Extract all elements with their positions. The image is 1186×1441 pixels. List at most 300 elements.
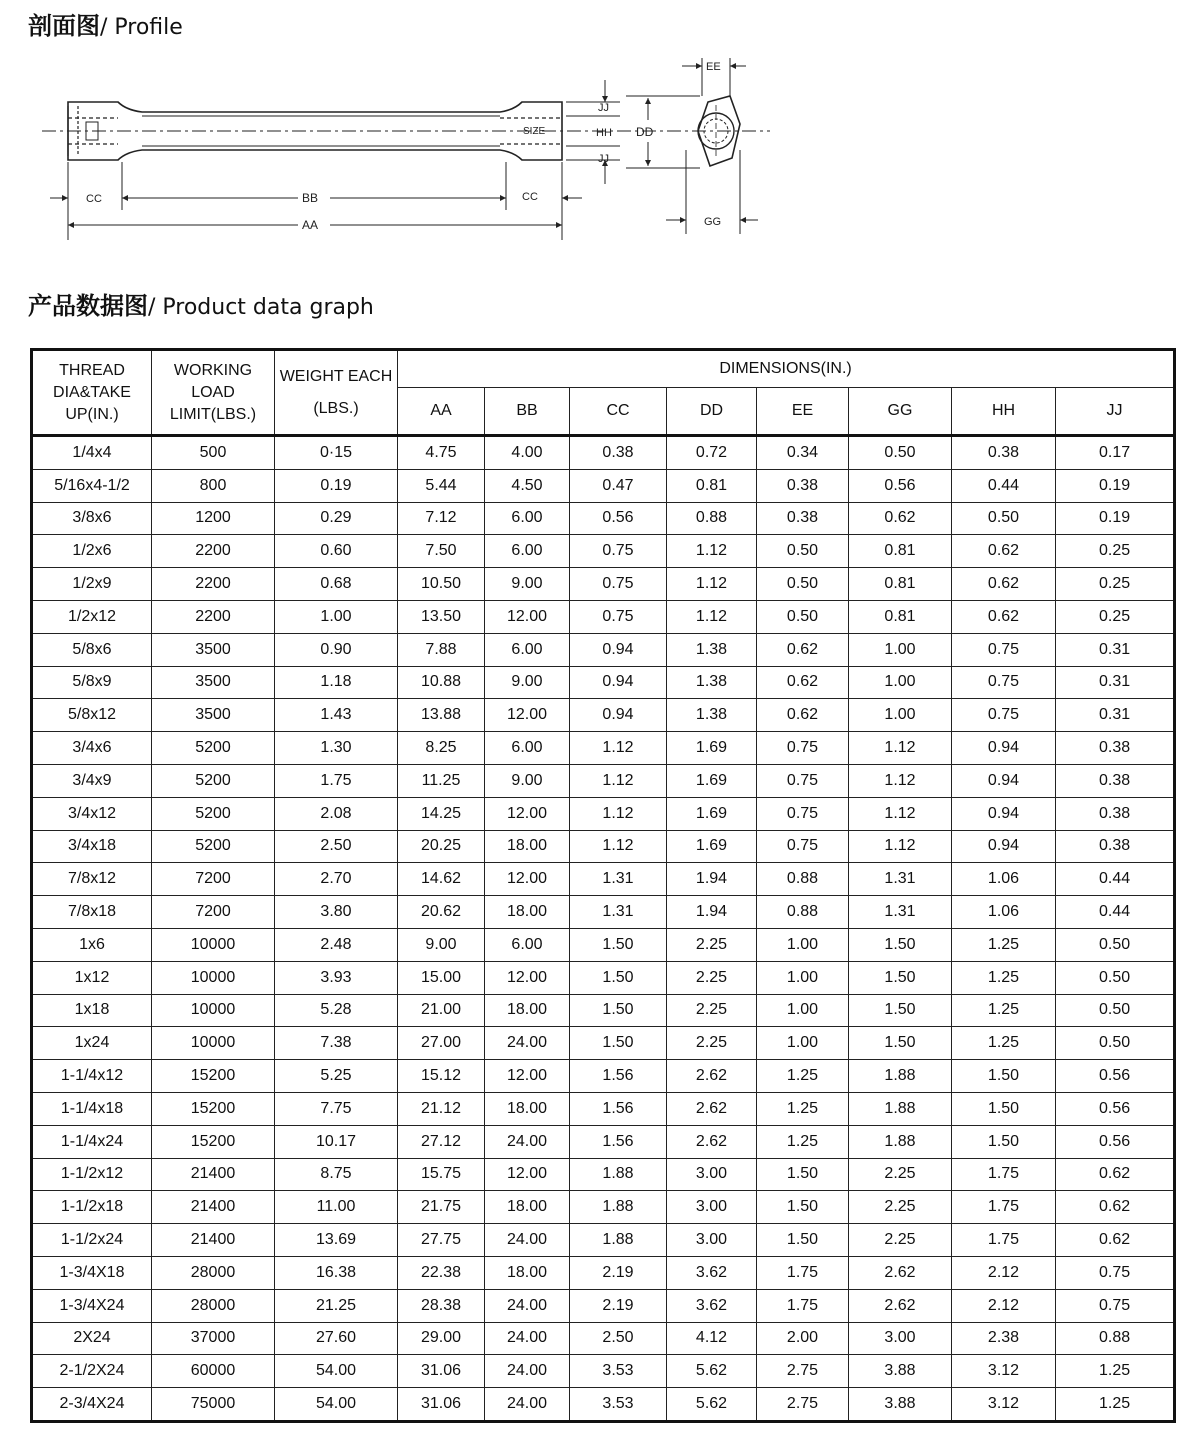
cell-jj: 0.31 (1056, 666, 1175, 699)
cell-jj: 0.38 (1056, 764, 1175, 797)
cell-gg: 2.62 (849, 1256, 952, 1289)
cell-load: 37000 (152, 1322, 275, 1355)
cell-aa: 15.75 (398, 1158, 485, 1191)
cell-bb: 24.00 (485, 1322, 570, 1355)
cell-jj: 0.25 (1056, 568, 1175, 601)
cell-gg: 0.56 (849, 469, 952, 502)
cell-aa: 15.00 (398, 961, 485, 994)
cell-ee: 1.25 (757, 1125, 849, 1158)
cell-aa: 10.88 (398, 666, 485, 699)
cell-ee: 1.25 (757, 1092, 849, 1125)
cell-jj: 0.31 (1056, 633, 1175, 666)
cell-load: 75000 (152, 1388, 275, 1422)
cell-ee: 0.88 (757, 863, 849, 896)
table-row (32, 469, 1175, 502)
cell-aa: 27.75 (398, 1224, 485, 1257)
cell-bb: 24.00 (485, 1125, 570, 1158)
cell-cc: 0.56 (570, 502, 667, 535)
cell-load: 5200 (152, 830, 275, 863)
cell-weight: 7.75 (275, 1092, 398, 1125)
cell-hh: 3.12 (952, 1388, 1056, 1422)
cell-jj: 0.38 (1056, 732, 1175, 765)
cell-aa: 15.12 (398, 1060, 485, 1093)
cell-gg: 1.00 (849, 699, 952, 732)
cell-hh: 0.94 (952, 764, 1056, 797)
cell-cc: 2.19 (570, 1289, 667, 1322)
cell-aa: 31.06 (398, 1388, 485, 1422)
cell-hh: 0.62 (952, 600, 1056, 633)
cell-hh: 2.38 (952, 1322, 1056, 1355)
cell-gg: 1.00 (849, 666, 952, 699)
header-thread-line1: THREAD (59, 361, 125, 379)
cell-aa: 10.50 (398, 568, 485, 601)
header-weight (275, 350, 398, 436)
cell-weight: 5.28 (275, 994, 398, 1027)
cell-weight: 5.25 (275, 1060, 398, 1093)
cell-gg: 2.25 (849, 1191, 952, 1224)
cell-cc: 0.47 (570, 469, 667, 502)
cell-gg: 0.50 (849, 436, 952, 470)
cell-ee: 0.88 (757, 896, 849, 929)
cell-ee: 2.75 (757, 1388, 849, 1422)
cell-bb: 18.00 (485, 830, 570, 863)
cell-hh: 0.94 (952, 830, 1056, 863)
cell-cc: 0.94 (570, 699, 667, 732)
cell-hh: 1.75 (952, 1158, 1056, 1191)
cell-gg: 1.12 (849, 797, 952, 830)
cell-gg: 1.12 (849, 830, 952, 863)
cell-dd: 1.12 (667, 568, 757, 601)
cell-gg: 0.81 (849, 535, 952, 568)
cell-ee: 0.38 (757, 469, 849, 502)
cell-bb: 24.00 (485, 1027, 570, 1060)
cell-hh: 0.94 (952, 797, 1056, 830)
cell-cc: 1.56 (570, 1125, 667, 1158)
cell-aa: 14.62 (398, 863, 485, 896)
cell-bb: 4.00 (485, 436, 570, 470)
cell-cc: 1.12 (570, 797, 667, 830)
header-load-line3: LIMIT(LBS.) (169, 405, 257, 423)
cell-aa: 27.12 (398, 1125, 485, 1158)
cell-jj: 0.62 (1056, 1158, 1175, 1191)
table-row (32, 830, 1175, 863)
cell-dd: 1.69 (667, 797, 757, 830)
table-row (32, 1060, 1175, 1093)
cell-jj: 0.62 (1056, 1224, 1175, 1257)
cell-weight: 0.29 (275, 502, 398, 535)
table-row (32, 436, 1175, 470)
header-gg: GG (849, 388, 952, 436)
cell-bb: 18.00 (485, 896, 570, 929)
cell-weight: 0.90 (275, 633, 398, 666)
cell-load: 15200 (152, 1060, 275, 1093)
cell-jj: 0.19 (1056, 502, 1175, 535)
cell-aa: 7.50 (398, 535, 485, 568)
cell-aa: 9.00 (398, 928, 485, 961)
cell-bb: 6.00 (485, 633, 570, 666)
cell-gg: 1.50 (849, 961, 952, 994)
cell-jj: 1.25 (1056, 1388, 1175, 1422)
cell-weight: 0.68 (275, 568, 398, 601)
aa-label: AA (302, 218, 319, 232)
table-row (32, 535, 1175, 568)
cell-dd: 1.38 (667, 699, 757, 732)
cell-bb: 12.00 (485, 863, 570, 896)
cell-hh: 1.50 (952, 1092, 1056, 1125)
cell-dd: 2.25 (667, 928, 757, 961)
cell-dd: 2.62 (667, 1060, 757, 1093)
profile-heading (28, 6, 183, 41)
cell-gg: 1.50 (849, 994, 952, 1027)
cell-weight: 13.69 (275, 1224, 398, 1257)
cell-dd: 1.69 (667, 830, 757, 863)
cell-ee: 0.75 (757, 732, 849, 765)
cell-bb: 9.00 (485, 568, 570, 601)
cell-aa: 21.00 (398, 994, 485, 1027)
cell-load: 2200 (152, 600, 275, 633)
cell-jj: 0.25 (1056, 535, 1175, 568)
profile-heading-en: / Profile (100, 15, 183, 40)
cell-weight: 54.00 (275, 1355, 398, 1388)
cell-weight: 2.50 (275, 830, 398, 863)
cell-aa: 20.62 (398, 896, 485, 929)
cell-cc: 1.50 (570, 928, 667, 961)
cell-dd: 1.12 (667, 600, 757, 633)
cell-jj: 0.25 (1056, 600, 1175, 633)
data-heading (28, 286, 374, 321)
header-thread-line3: UP(IN.) (65, 405, 119, 423)
cell-weight: 1.00 (275, 600, 398, 633)
cell-thread: 5/16x4-1/2 (32, 469, 152, 502)
cell-aa: 5.44 (398, 469, 485, 502)
cell-cc: 0.75 (570, 600, 667, 633)
cell-load: 21400 (152, 1158, 275, 1191)
cell-dd: 2.25 (667, 994, 757, 1027)
cell-dd: 1.69 (667, 732, 757, 765)
table-row (32, 863, 1175, 896)
size-label: SIZE (523, 126, 546, 137)
cell-load: 15200 (152, 1092, 275, 1125)
cell-dd: 1.94 (667, 896, 757, 929)
cell-thread: 7/8x18 (32, 896, 152, 929)
cell-weight: 27.60 (275, 1322, 398, 1355)
cell-aa: 11.25 (398, 764, 485, 797)
cell-jj: 0.56 (1056, 1125, 1175, 1158)
cell-gg: 1.12 (849, 732, 952, 765)
cell-weight: 3.80 (275, 896, 398, 929)
cc-right-label: CC (522, 191, 538, 203)
cell-weight: 54.00 (275, 1388, 398, 1422)
cell-dd: 5.62 (667, 1388, 757, 1422)
header-weight-line1: WEIGHT EACH (279, 367, 393, 385)
cell-thread: 1-1/4x18 (32, 1092, 152, 1125)
cell-thread: 3/8x6 (32, 502, 152, 535)
cell-weight: 16.38 (275, 1256, 398, 1289)
cell-dd: 1.38 (667, 666, 757, 699)
cell-hh: 0.44 (952, 469, 1056, 502)
cell-dd: 1.12 (667, 535, 757, 568)
cell-thread: 1-1/4x12 (32, 1060, 152, 1093)
cell-bb: 6.00 (485, 732, 570, 765)
cell-hh: 1.06 (952, 896, 1056, 929)
cell-load: 10000 (152, 961, 275, 994)
cell-aa: 27.00 (398, 1027, 485, 1060)
cell-thread: 1-1/4x24 (32, 1125, 152, 1158)
cell-dd: 4.12 (667, 1322, 757, 1355)
cell-bb: 6.00 (485, 502, 570, 535)
cell-aa: 20.25 (398, 830, 485, 863)
cell-ee: 1.00 (757, 928, 849, 961)
table-row (32, 1191, 1175, 1224)
cell-hh: 1.25 (952, 928, 1056, 961)
cell-hh: 0.50 (952, 502, 1056, 535)
cell-ee: 0.75 (757, 797, 849, 830)
cell-bb: 18.00 (485, 994, 570, 1027)
cell-ee: 0.62 (757, 666, 849, 699)
cell-weight: 3.93 (275, 961, 398, 994)
cell-cc: 1.88 (570, 1191, 667, 1224)
table-row (32, 797, 1175, 830)
cell-thread: 3/4x18 (32, 830, 152, 863)
cell-ee: 0.38 (757, 502, 849, 535)
table-row (32, 928, 1175, 961)
cell-load: 21400 (152, 1224, 275, 1257)
header-ee: EE (757, 388, 849, 436)
bb-label: BB (302, 191, 319, 205)
table-row (32, 1256, 1175, 1289)
cell-ee: 1.50 (757, 1224, 849, 1257)
table-row (32, 1355, 1175, 1388)
cell-aa: 29.00 (398, 1322, 485, 1355)
header-aa: AA (398, 388, 485, 436)
table-row (32, 600, 1175, 633)
product-data-table (30, 348, 1176, 1423)
cell-bb: 12.00 (485, 1060, 570, 1093)
cell-gg: 3.88 (849, 1355, 952, 1388)
cell-weight: 8.75 (275, 1158, 398, 1191)
cell-bb: 12.00 (485, 797, 570, 830)
cell-gg: 1.31 (849, 896, 952, 929)
cell-ee: 1.00 (757, 1027, 849, 1060)
cell-load: 10000 (152, 928, 275, 961)
cell-weight: 10.17 (275, 1125, 398, 1158)
cell-bb: 24.00 (485, 1224, 570, 1257)
jj-top-label: JJ (598, 102, 609, 114)
cell-cc: 0.75 (570, 568, 667, 601)
cell-gg: 0.81 (849, 600, 952, 633)
cell-dd: 3.62 (667, 1289, 757, 1322)
cell-ee: 1.25 (757, 1060, 849, 1093)
cell-gg: 1.88 (849, 1060, 952, 1093)
cell-aa: 8.25 (398, 732, 485, 765)
cell-cc: 1.88 (570, 1224, 667, 1257)
cell-load: 21400 (152, 1191, 275, 1224)
cell-hh: 1.75 (952, 1224, 1056, 1257)
cell-cc: 0.75 (570, 535, 667, 568)
header-dimensions: DIMENSIONS(IN.) (398, 350, 1175, 388)
cell-ee: 0.62 (757, 699, 849, 732)
cell-thread: 1x18 (32, 994, 152, 1027)
cell-gg: 0.62 (849, 502, 952, 535)
table-row (32, 732, 1175, 765)
cell-jj: 0.75 (1056, 1289, 1175, 1322)
cell-aa: 7.88 (398, 633, 485, 666)
cell-hh: 0.75 (952, 699, 1056, 732)
cell-ee: 0.75 (757, 764, 849, 797)
cell-gg: 1.50 (849, 928, 952, 961)
cell-load: 15200 (152, 1125, 275, 1158)
ee-label: EE (706, 61, 721, 73)
cell-aa: 22.38 (398, 1256, 485, 1289)
cell-bb: 18.00 (485, 1256, 570, 1289)
cell-jj: 0.88 (1056, 1322, 1175, 1355)
cell-jj: 0.50 (1056, 961, 1175, 994)
cell-hh: 1.50 (952, 1060, 1056, 1093)
cell-jj: 0.17 (1056, 436, 1175, 470)
cell-ee: 0.50 (757, 600, 849, 633)
jj-bottom-label: JJ (598, 153, 609, 165)
cell-jj: 0.62 (1056, 1191, 1175, 1224)
cell-jj: 0.75 (1056, 1256, 1175, 1289)
cell-aa: 14.25 (398, 797, 485, 830)
cell-bb: 4.50 (485, 469, 570, 502)
cell-cc: 1.12 (570, 764, 667, 797)
cell-dd: 5.62 (667, 1355, 757, 1388)
cell-jj: 0.56 (1056, 1092, 1175, 1125)
cell-weight: 2.08 (275, 797, 398, 830)
cell-load: 7200 (152, 896, 275, 929)
cell-jj: 0.50 (1056, 1027, 1175, 1060)
cell-cc: 3.53 (570, 1388, 667, 1422)
cell-load: 10000 (152, 1027, 275, 1060)
cell-dd: 3.00 (667, 1191, 757, 1224)
cell-thread: 2-1/2X24 (32, 1355, 152, 1388)
cell-load: 5200 (152, 732, 275, 765)
cell-hh: 0.75 (952, 666, 1056, 699)
cell-gg: 2.25 (849, 1158, 952, 1191)
cell-thread: 2-3/4X24 (32, 1388, 152, 1422)
cell-hh: 1.25 (952, 1027, 1056, 1060)
cell-gg: 2.62 (849, 1289, 952, 1322)
cell-bb: 18.00 (485, 1191, 570, 1224)
cell-thread: 1/2x12 (32, 600, 152, 633)
cell-dd: 0.72 (667, 436, 757, 470)
cell-load: 2200 (152, 535, 275, 568)
cell-jj: 1.25 (1056, 1355, 1175, 1388)
cell-dd: 3.00 (667, 1224, 757, 1257)
table-row (32, 896, 1175, 929)
cell-weight: 11.00 (275, 1191, 398, 1224)
cell-gg: 3.88 (849, 1388, 952, 1422)
cell-jj: 0.56 (1056, 1060, 1175, 1093)
header-thread (32, 350, 152, 436)
header-bb: BB (485, 388, 570, 436)
cell-thread: 1x24 (32, 1027, 152, 1060)
cell-weight: 7.38 (275, 1027, 398, 1060)
cell-thread: 3/4x12 (32, 797, 152, 830)
cell-hh: 2.12 (952, 1256, 1056, 1289)
cell-dd: 0.81 (667, 469, 757, 502)
header-load-line2: LOAD (191, 383, 235, 401)
cell-load: 5200 (152, 764, 275, 797)
turnbuckle-profile-diagram (30, 50, 770, 250)
data-heading-en: / Product data graph (148, 295, 374, 320)
cell-gg: 0.81 (849, 568, 952, 601)
cell-dd: 2.62 (667, 1125, 757, 1158)
table-body (32, 436, 1175, 1422)
cell-hh: 1.06 (952, 863, 1056, 896)
cell-load: 60000 (152, 1355, 275, 1388)
cell-hh: 0.94 (952, 732, 1056, 765)
data-heading-cn: 产品数据图 (28, 292, 148, 320)
cell-aa: 7.12 (398, 502, 485, 535)
dd-label: DD (636, 125, 654, 139)
cell-ee: 0.34 (757, 436, 849, 470)
cell-load: 3500 (152, 666, 275, 699)
cell-bb: 6.00 (485, 928, 570, 961)
cell-cc: 1.50 (570, 961, 667, 994)
cell-cc: 2.50 (570, 1322, 667, 1355)
cell-thread: 3/4x9 (32, 764, 152, 797)
cell-ee: 1.50 (757, 1191, 849, 1224)
cell-hh: 1.25 (952, 961, 1056, 994)
table-row (32, 1027, 1175, 1060)
cell-cc: 1.56 (570, 1060, 667, 1093)
header-load-line1: WORKING (173, 361, 253, 379)
cell-aa: 21.12 (398, 1092, 485, 1125)
cell-jj: 0.50 (1056, 928, 1175, 961)
cell-hh: 0.38 (952, 436, 1056, 470)
cell-hh: 3.12 (952, 1355, 1056, 1388)
table-header (32, 350, 1175, 436)
cell-thread: 1x12 (32, 961, 152, 994)
cell-ee: 0.50 (757, 535, 849, 568)
cell-gg: 1.50 (849, 1027, 952, 1060)
cell-dd: 3.62 (667, 1256, 757, 1289)
cell-thread: 5/8x12 (32, 699, 152, 732)
cell-thread: 1-1/2x24 (32, 1224, 152, 1257)
cell-weight: 1.75 (275, 764, 398, 797)
cc-left-label: CC (86, 193, 102, 205)
cell-hh: 0.75 (952, 633, 1056, 666)
table-row (32, 1125, 1175, 1158)
cell-cc: 0.38 (570, 436, 667, 470)
cell-aa: 13.88 (398, 699, 485, 732)
cell-gg: 1.31 (849, 863, 952, 896)
cell-ee: 1.75 (757, 1289, 849, 1322)
cell-load: 500 (152, 436, 275, 470)
cell-jj: 0.50 (1056, 994, 1175, 1027)
cell-thread: 2X24 (32, 1322, 152, 1355)
cell-cc: 1.50 (570, 1027, 667, 1060)
cell-ee: 2.75 (757, 1355, 849, 1388)
cell-cc: 0.94 (570, 666, 667, 699)
cell-cc: 1.31 (570, 863, 667, 896)
cell-thread: 1/4x4 (32, 436, 152, 470)
cell-load: 2200 (152, 568, 275, 601)
cell-bb: 12.00 (485, 1158, 570, 1191)
cell-hh: 0.62 (952, 535, 1056, 568)
cell-jj: 0.19 (1056, 469, 1175, 502)
cell-gg: 1.88 (849, 1125, 952, 1158)
cell-gg: 1.12 (849, 764, 952, 797)
cell-dd: 1.69 (667, 764, 757, 797)
table-row (32, 1388, 1175, 1422)
cell-thread: 3/4x6 (32, 732, 152, 765)
table-row (32, 699, 1175, 732)
cell-thread: 1x6 (32, 928, 152, 961)
cell-ee: 0.50 (757, 568, 849, 601)
